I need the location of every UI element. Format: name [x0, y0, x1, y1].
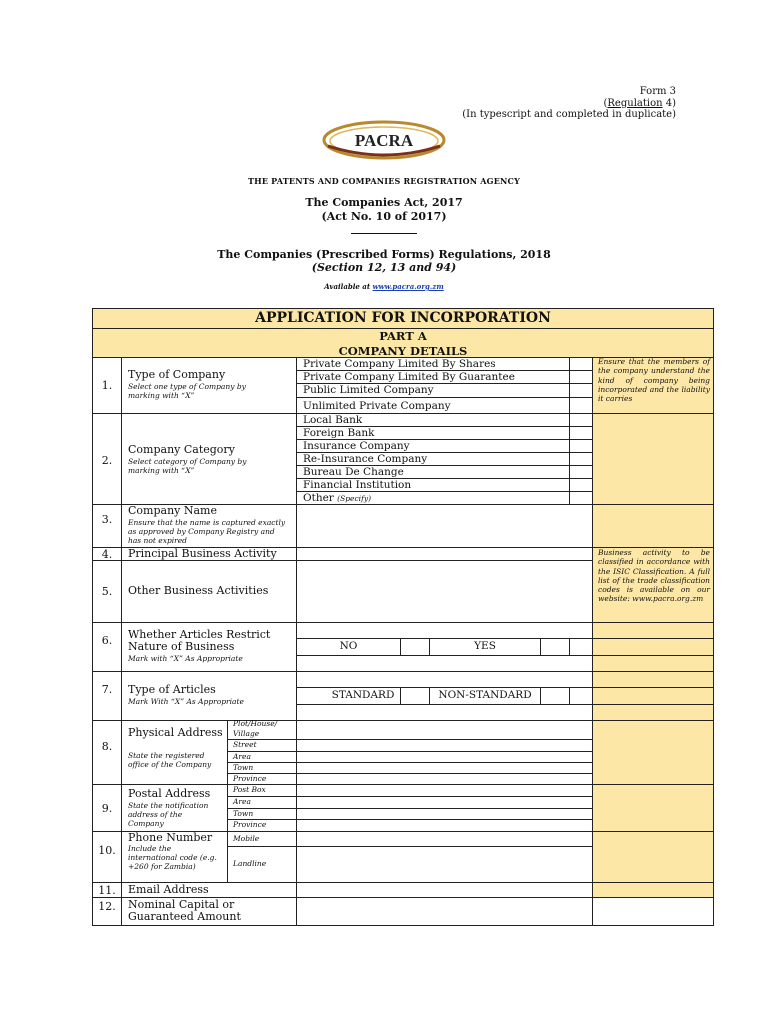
option-insurance: Insurance Company [303, 440, 410, 452]
row-number: 5. [101, 585, 113, 598]
nominal-capital-label: Nominal Capital or Guaranteed Amount [128, 898, 241, 923]
row-number: 11. [98, 884, 116, 897]
company-category-label: Company Category [128, 443, 235, 456]
field-postal-province: Province [233, 820, 267, 829]
checkbox-private-shares[interactable] [570, 358, 591, 370]
option-financial-institution: Financial Institution [303, 479, 412, 491]
availability-note: Available at www.pacra.org.zm [324, 282, 444, 291]
checkbox-unlimited-private[interactable] [570, 398, 591, 413]
field-postal-area: Area [233, 797, 251, 806]
option-unlimited-private: Unlimited Private Company [303, 400, 451, 412]
act-line-2: (Act No. 10 of 2017) [321, 210, 447, 223]
email-address-label: Email Address [128, 883, 209, 896]
part-label: PART A [379, 329, 427, 343]
physical-address-input[interactable] [297, 721, 592, 784]
principal-activity-label: Principal Business Activity [128, 547, 277, 560]
website-link[interactable]: www.pacra.org.zm [372, 282, 444, 291]
checkbox-non-standard[interactable] [541, 688, 569, 704]
divider-rule [351, 233, 417, 234]
agency-name: THE PATENTS AND COMPANIES REGISTRATION AGENCY [247, 176, 521, 186]
email-address-input[interactable] [297, 883, 592, 897]
option-reinsurance: Re-Insurance Company [303, 453, 428, 465]
choice-standard: STANDARD [331, 689, 395, 701]
option-local-bank: Local Bank [303, 414, 363, 426]
row-number: 3. [101, 513, 113, 526]
other-activities-label: Other Business Activities [128, 584, 269, 597]
row-number: 9. [101, 802, 113, 815]
incorporation-form [92, 308, 714, 926]
principal-activity-field[interactable] [297, 548, 592, 560]
business-activity-note: Business activity to be classified in accordance with the ISIC Classification. A full list of the trade classification codes is available on our website: www.pacra.org.zm [598, 548, 710, 604]
field-postal-town: Town [233, 809, 254, 818]
typescript-instruction: (In typescript and completed in duplicate) [462, 109, 676, 120]
logo-text: PACRA [354, 131, 414, 150]
row-number: 1. [101, 379, 113, 392]
checkbox-standard[interactable] [401, 688, 429, 704]
row-number: 7. [101, 683, 113, 696]
company-category-hint: Select category of Company by marking with “X” [128, 457, 247, 475]
option-bureau: Bureau De Change [303, 466, 404, 478]
field-town: Town [233, 763, 254, 772]
type-of-articles-hint: Mark With “X” As Appropriate [128, 697, 244, 706]
choice-no: NO [339, 640, 358, 652]
checkbox-reinsurance[interactable] [570, 453, 591, 465]
company-name-hint: Ensure that the name is captured exactly as approved by Company Registry and has not expired [128, 518, 286, 545]
checkbox-public-limited[interactable] [570, 384, 591, 397]
field-landline: Landline [233, 859, 267, 868]
option-public-limited: Public Limited Company [303, 384, 434, 396]
row-number: 10. [98, 844, 116, 857]
physical-address-label: Physical Address [128, 726, 223, 739]
isic-website-link[interactable]: www.pacra.org.zm [632, 594, 704, 604]
section-label: COMPANY DETAILS [338, 344, 468, 358]
postal-address-input[interactable] [297, 785, 592, 831]
other-activities-field[interactable] [297, 561, 592, 622]
checkbox-local-bank[interactable] [570, 414, 591, 426]
regulations-line-2: (Section 12, 13 and 94) [311, 261, 457, 274]
company-name-label: Company Name [128, 504, 217, 517]
type-of-company-label: Type of Company [128, 368, 226, 381]
field-street: Street [233, 740, 257, 749]
checkbox-insurance[interactable] [570, 440, 591, 452]
nominal-capital-input[interactable] [297, 898, 592, 925]
company-type-note: Ensure that the members of the company understand the kind of company being incorporated and the liability it carries [598, 357, 710, 404]
form-title: APPLICATION FOR INCORPORATION [255, 310, 551, 326]
physical-address-hint: State the registered office of the Company [128, 751, 212, 769]
option-private-shares: Private Company Limited By Shares [303, 358, 496, 370]
landline-input[interactable] [297, 847, 592, 882]
option-foreign-bank: Foreign Bank [303, 427, 375, 439]
field-province: Province [233, 774, 267, 783]
checkbox-bureau[interactable] [570, 466, 591, 478]
checkbox-foreign-bank[interactable] [570, 427, 591, 439]
regulation-reference: (Regulation 4) [603, 97, 676, 109]
postal-address-hint: State the notification address of the Company [128, 801, 209, 828]
checkbox-financial-institution[interactable] [570, 479, 591, 491]
form-number: Form 3 [639, 86, 676, 97]
act-line-1: The Companies Act, 2017 [305, 196, 463, 209]
row-number: 8. [101, 740, 113, 753]
option-other: Other (Specify) [303, 492, 372, 504]
phone-number-hint: Include the international code (e.g. +260 for Zambia) [128, 844, 217, 871]
regulations-line-1: The Companies (Prescribed Forms) Regulations, 2018 [217, 248, 551, 261]
company-name-field[interactable] [297, 505, 592, 547]
row-number: 12. [98, 900, 116, 913]
field-area: Area [233, 752, 251, 761]
row-number: 2. [101, 454, 113, 467]
row-number: 4. [101, 548, 113, 561]
type-of-articles-label: Type of Articles [128, 683, 216, 696]
checkbox-other[interactable] [570, 492, 591, 504]
choice-yes: YES [474, 640, 496, 652]
row-number: 6. [101, 634, 113, 647]
form-reference [462, 86, 676, 121]
checkbox-yes[interactable] [541, 639, 569, 655]
postal-address-label: Postal Address [128, 787, 211, 800]
articles-restrict-hint: Mark with “X” As Appropriate [128, 654, 243, 663]
field-mobile: Mobile [233, 834, 260, 843]
type-of-company-hint: Select one type of Company by marking with “X” [128, 382, 246, 400]
option-private-guarantee: Private Company Limited By Guarantee [303, 371, 515, 383]
regulations-title [0, 248, 768, 274]
act-title [0, 196, 768, 224]
field-post-box: Post Box [233, 785, 266, 794]
pacra-logo [322, 120, 446, 160]
choice-non-standard: NON-STANDARD [438, 689, 532, 701]
checkbox-no[interactable] [401, 639, 429, 655]
phone-number-label: Phone Number [128, 831, 213, 844]
checkbox-private-guarantee[interactable] [570, 371, 591, 383]
articles-restrict-label: Whether Articles Restrict Nature of Business [128, 628, 271, 653]
field-plot: Plot/House/ Village [233, 719, 278, 738]
mobile-input[interactable] [297, 832, 592, 846]
